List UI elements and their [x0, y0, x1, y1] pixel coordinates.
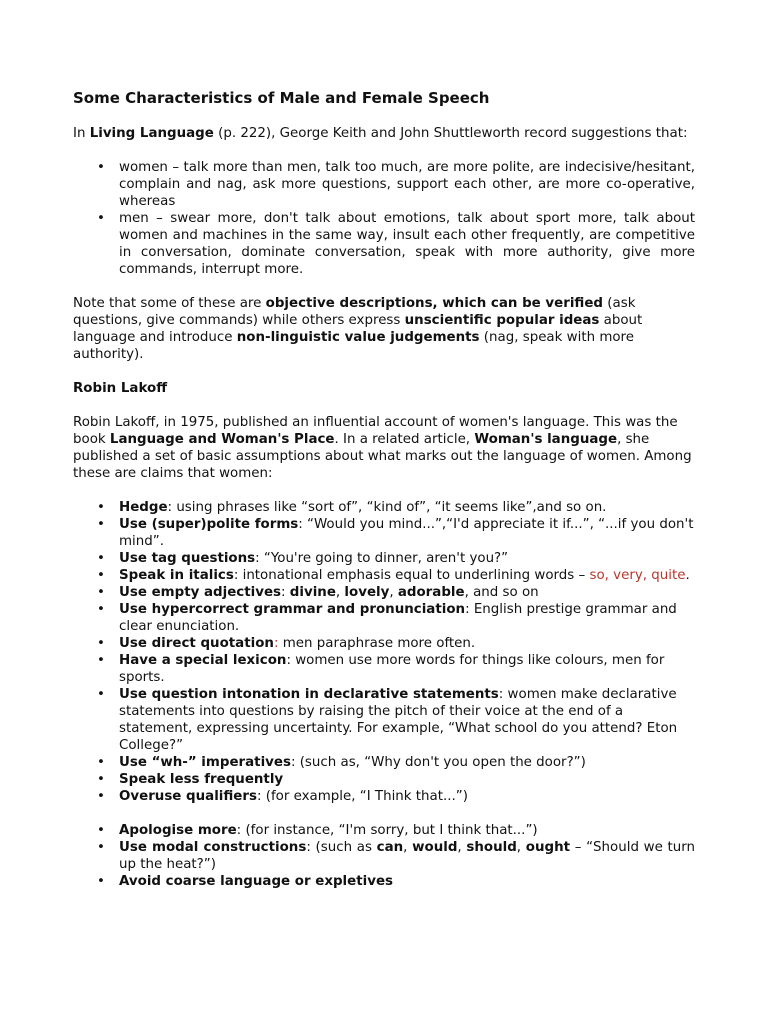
- claim-heading: Use “wh-” imperatives: [119, 755, 291, 770]
- lakoff-text: , she published a set of basic assumptions about what marks out the language of women. Among these are claims that women:: [73, 432, 692, 481]
- list-item: [73, 771, 695, 788]
- note-text: Note that some of these are: [73, 296, 266, 311]
- intro-book-title: Living Language: [89, 126, 214, 141]
- list-item-text: women – talk more than men, talk too much, are more polite, are indecisive/hesitant, complain and nag, ask more questions, support each other, are more co-operative, whereas: [119, 160, 695, 209]
- list-item-text: men – swear more, don't talk about emotions, talk about sport more, talk about women and machines in the same way, insult each other frequently, are competitive in conversation, dominate conversation, speak with more authority, give more commands, interrupt more.: [119, 211, 695, 277]
- intro-paragraph: [73, 125, 695, 142]
- claim-heading: Apologise more: [119, 823, 237, 838]
- claim-heading: Have a special lexicon: [119, 653, 287, 668]
- lakoff-text: Robin Lakoff, in 1975, published an influential account of women's language. This was the book: [73, 415, 678, 447]
- lakoff-claims-list: [73, 499, 695, 890]
- claim-text: : “Would you mind...”,“I'd appreciate it if...”, “...if you don't mind”.: [119, 517, 694, 549]
- list-item: [73, 159, 695, 210]
- claim-example-word: lovely: [344, 585, 390, 600]
- claim-text: ,: [335, 585, 345, 600]
- bullet-icon: •: [97, 823, 105, 838]
- claim-example-word: can: [376, 840, 404, 855]
- list-item: [73, 754, 695, 771]
- claim-text: : (such as, “Why don't you open the door?”): [290, 755, 586, 770]
- lakoff-text: . In a related article,: [334, 432, 475, 447]
- claim-heading: Speak in italics: [119, 568, 234, 583]
- claim-heading: Use empty adjectives: [119, 585, 282, 600]
- list-item: [73, 210, 695, 278]
- bullet-icon: •: [97, 602, 105, 617]
- claim-example-words: so, very, quite: [589, 568, 686, 583]
- claim-heading: Use hypercorrect grammar and pronunciation: [119, 602, 466, 617]
- claim-text: : (such as: [306, 840, 377, 855]
- claim-heading: Avoid coarse language or expletives: [119, 874, 393, 889]
- bullet-icon: •: [97, 551, 105, 566]
- bullet-icon: •: [97, 755, 105, 770]
- bullet-icon: •: [97, 517, 105, 532]
- list-item: [73, 839, 695, 873]
- claim-text: – “Should we turn up the heat?”): [119, 840, 696, 872]
- list-spacer: [73, 805, 695, 822]
- list-item: [73, 822, 695, 839]
- list-item: [73, 873, 695, 890]
- list-item: [73, 652, 695, 686]
- claim-example-word: should: [466, 840, 517, 855]
- list-item: [73, 584, 695, 601]
- note-text: about language and introduce: [73, 313, 643, 345]
- claim-heading: Speak less frequently: [119, 772, 284, 787]
- claim-example-word: would: [412, 840, 458, 855]
- claim-example-word: ought: [525, 840, 571, 855]
- claim-text: , and so on: [464, 585, 539, 600]
- list-item: [73, 686, 695, 754]
- claim-text: : intonational emphasis equal to underlining words –: [233, 568, 590, 583]
- document-page: [73, 88, 695, 890]
- claim-colon: :: [273, 636, 279, 651]
- list-item: [73, 550, 695, 567]
- list-item: [73, 499, 695, 516]
- claim-text: men paraphrase more often.: [278, 636, 476, 651]
- bullet-icon: •: [97, 653, 105, 668]
- claim-heading: Use question intonation in declarative statements: [119, 687, 499, 702]
- claim-heading: Use modal constructions: [119, 840, 307, 855]
- intro-text: (p. 222), George Keith and John Shuttleworth record suggestions that:: [213, 126, 688, 141]
- claim-text: : English prestige grammar and clear enunciation.: [119, 602, 677, 634]
- list-item: [73, 567, 695, 584]
- list-item: [73, 635, 695, 652]
- claim-text: : (for instance, “I'm sorry, but I think that...”): [236, 823, 538, 838]
- bullet-icon: •: [97, 211, 105, 226]
- claim-text: : (for example, “I Think that...”): [256, 789, 468, 804]
- note-bold: objective descriptions: [265, 296, 433, 311]
- list-item: [73, 601, 695, 635]
- note-bold: which can be verified: [442, 296, 604, 311]
- note-bold: ,: [432, 296, 443, 311]
- claim-example-word: divine: [289, 585, 336, 600]
- claim-example-word: adorable: [397, 585, 465, 600]
- lakoff-article-title: Woman's language: [474, 432, 618, 447]
- note-text: (nag, speak with more authority).: [73, 330, 635, 362]
- note-bold: unscientific popular ideas: [404, 313, 600, 328]
- bullet-icon: •: [97, 160, 105, 175]
- intro-text: In: [73, 126, 90, 141]
- claim-text: : women use more words for things like colours, men for sports.: [119, 653, 665, 685]
- bullet-icon: •: [97, 772, 105, 787]
- bullet-icon: •: [97, 585, 105, 600]
- note-bold: non-linguistic value judgements: [236, 330, 480, 345]
- claim-text: :: [281, 585, 290, 600]
- claim-text: ,: [457, 840, 467, 855]
- note-paragraph: [73, 295, 695, 363]
- lakoff-book-title: Language and Woman's Place: [109, 432, 335, 447]
- claim-text: ,: [516, 840, 526, 855]
- bullet-icon: •: [97, 568, 105, 583]
- claim-text: .: [685, 568, 690, 583]
- bullet-icon: •: [97, 687, 105, 702]
- claim-heading: Use tag questions: [119, 551, 256, 566]
- claim-heading: Use (super)polite forms: [119, 517, 299, 532]
- bullet-icon: •: [97, 636, 105, 651]
- note-text: (ask questions, give commands) while others express: [73, 296, 636, 328]
- list-item: [73, 516, 695, 550]
- claim-text: : using phrases like “sort of”, “kind of”, “it seems like”,and so on.: [167, 500, 607, 515]
- claim-text: : “You're going to dinner, aren't you?”: [255, 551, 509, 566]
- document-title: Some Characteristics of Male and Female Speech: [73, 89, 490, 107]
- section-heading: Robin Lakoff: [73, 381, 168, 396]
- claim-heading: Use direct quotation: [119, 636, 274, 651]
- claim-text: : women make declarative statements into questions by raising the pitch of their voice at the end of a statement, expressing uncertainty. For example, “What school do you attend? Eton College?”: [119, 687, 678, 753]
- bullet-icon: •: [97, 840, 105, 855]
- claim-heading: Hedge: [119, 500, 168, 515]
- lakoff-paragraph: [73, 414, 695, 482]
- bullet-icon: •: [97, 874, 105, 889]
- claim-text: ,: [403, 840, 413, 855]
- bullet-icon: •: [97, 500, 105, 515]
- bullet-icon: •: [97, 789, 105, 804]
- claim-heading: Overuse qualifiers: [119, 789, 257, 804]
- claim-text: ,: [389, 585, 398, 600]
- characteristics-list: [73, 159, 695, 278]
- list-item: [73, 788, 695, 805]
